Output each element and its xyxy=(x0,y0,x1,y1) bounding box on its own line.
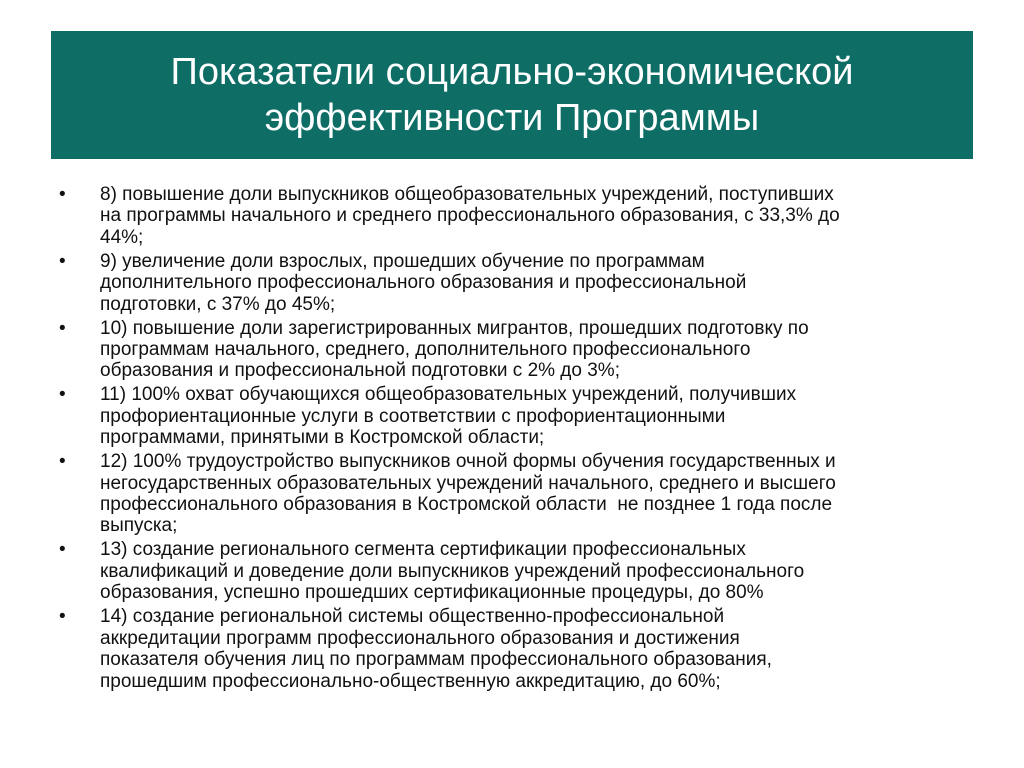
list-item-line: прошедшим профессионально-общественную аккредитацию, до 60%; xyxy=(100,670,721,692)
bullet-icon: • xyxy=(59,184,66,205)
slide-title-line-2: эффективности Программы xyxy=(264,97,760,139)
list-item xyxy=(59,451,995,537)
list-item-line: 8) повышение доли выпускников общеобразовательных учреждений, поступивших xyxy=(100,184,834,205)
list-item xyxy=(59,606,995,692)
list-item-line: подготовки, с 37% до 45%; xyxy=(100,293,336,315)
indicator-list xyxy=(59,184,995,695)
list-item-line: негосударственных образовательных учреждений начального, среднего и высшего xyxy=(100,472,836,494)
list-item-line: 11) 100% охват обучающихся общеобразовательных учреждений, получивших xyxy=(100,384,797,406)
list-item xyxy=(59,184,995,248)
list-item xyxy=(59,539,995,603)
list-item-line: программами, принятыми в Костромской области; xyxy=(100,427,545,449)
list-item-line: 9) увеличение доли взрослых, прошедших обучение по программам xyxy=(100,250,705,272)
list-item-line: образования и профессиональной подготовки с 2% до 3%; xyxy=(100,360,620,382)
list-item-line: профориентационные услуги в соответствии с профориентационными xyxy=(100,405,726,427)
list-item-line: профессионального образования в Костромской области не позднее 1 года после xyxy=(100,494,833,516)
list-item-line: квалификаций и доведение доли выпускников учреждений профессионального xyxy=(100,560,805,582)
title-banner xyxy=(51,31,973,159)
list-item xyxy=(59,251,995,315)
bullet-icon: • xyxy=(59,250,66,272)
bullet-icon: • xyxy=(59,317,66,339)
bullet-icon: • xyxy=(59,451,66,473)
list-item xyxy=(59,318,995,382)
list-item-line: на программы начального и среднего профессионального образования, с 33,3% до xyxy=(100,205,840,227)
list-item-line: дополнительного профессионального образования и профессиональной xyxy=(100,272,747,294)
bullet-icon: • xyxy=(59,539,66,561)
bullet-icon: • xyxy=(59,384,66,406)
list-item-line: 13) создание регионального сегмента сертификации профессиональных xyxy=(100,539,746,561)
list-item-line: показателя обучения лиц по программам профессионального образования, xyxy=(100,649,772,671)
list-item-line: 44%; xyxy=(100,226,144,248)
bullet-icon: • xyxy=(59,606,66,628)
list-item-line: образования, успешно прошедших сертификационные процедуры, до 80% xyxy=(100,582,764,604)
list-item-line: 12) 100% трудоустройство выпускников очной формы обучения государственных и xyxy=(100,451,836,473)
list-item-line: программам начального, среднего, дополнительного профессионального xyxy=(100,339,751,361)
list-item xyxy=(59,384,995,448)
list-item-line: выпуска; xyxy=(100,515,178,537)
list-item-line: 14) создание региональной системы общественно-профессиональной xyxy=(100,606,725,628)
list-item-line: 10) повышение доли зарегистрированных мигрантов, прошедших подготовку по xyxy=(100,317,809,339)
slide-title-line-1: Показатели социально-экономической xyxy=(170,51,854,93)
list-item-line: аккредитации программ профессионального образования и достижения xyxy=(100,627,740,649)
